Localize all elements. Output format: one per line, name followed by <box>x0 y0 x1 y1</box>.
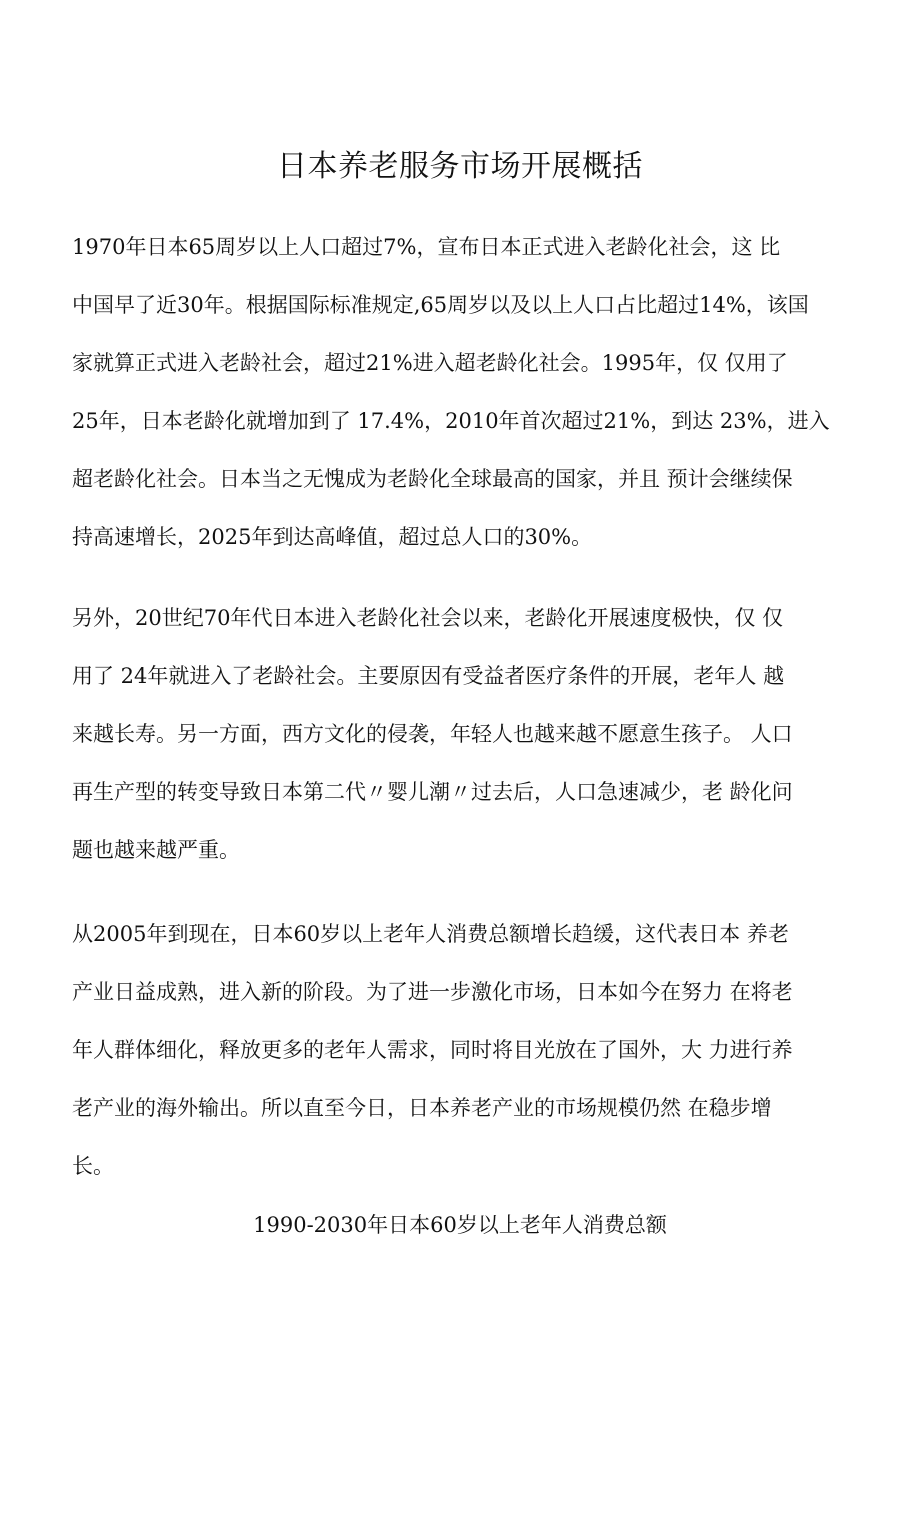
paragraph-line: 老产业的海外输出。所以直至今日，日本养老产业的市场规模仍然 在稳步增 <box>72 1096 772 1120</box>
paragraph-line: 年人群体细化，释放更多的老年人需求，同时将目光放在了国外，大 力进行养 <box>72 1038 793 1062</box>
paragraph-line: 产业日益成熟，进入新的阶段。为了进一步激化市场，日本如今在努力 在将老 <box>72 980 793 1004</box>
paragraph-line: 用了 24年就进入了老龄社会。主要原因有受益者医疗条件的开展，老年人 越 <box>72 664 785 688</box>
paragraph-line: 25年，日本老龄化就增加到了 17.4%，2010年首次超过21%，到达 23%，进入 <box>72 409 830 433</box>
paragraph-line: 再生产型的转变导致日本第二代〃婴儿潮〃过去后，人口急速减少，老 龄化问 <box>72 780 793 804</box>
paragraph-line: 超老龄化社会。日本当之无愧成为老龄化全球最高的国家，并且 预计会继续保 <box>72 467 793 491</box>
paragraph-2 <box>72 589 852 879</box>
paragraph-line: 题也越来越严重。 <box>72 838 240 862</box>
paragraph-line: 1970年日本65周岁以上人口超过7%，宣布日本正式进入老龄化社会，这 比 <box>72 235 781 259</box>
paragraph-line: 从2005年到现在，日本60岁以上老年人消费总额增长趋缓，这代表日本 养老 <box>72 922 789 946</box>
paragraph-line: 持高速增长，2025年到达高峰值，超过总人口的30%。 <box>72 525 593 549</box>
paragraph-line: 另外，20世纪70年代日本进入老龄化社会以来，老龄化开展速度极快，仅 仅 <box>72 606 784 630</box>
figure-caption: 1990-2030年日本60岁以上老年人消费总额 <box>253 1213 667 1237</box>
paragraph-line: 长。 <box>72 1154 114 1178</box>
paragraph-line: 来越长寿。另一方面，西方文化的侵袭，年轻人也越来越不愿意生孩子。 人口 <box>72 722 793 746</box>
page-title: 日本养老服务市场开展概括 <box>277 149 643 184</box>
paragraph-3 <box>72 905 852 1195</box>
paragraph-line: 中国早了近30年。根据国际标准规定,65周岁以及以上人口占比超过14%，该国 <box>72 293 809 317</box>
paragraph-1 <box>72 218 852 566</box>
paragraph-line: 家就算正式进入老龄社会，超过21%进入超老龄化社会。1995年，仅 仅用了 <box>72 351 788 375</box>
